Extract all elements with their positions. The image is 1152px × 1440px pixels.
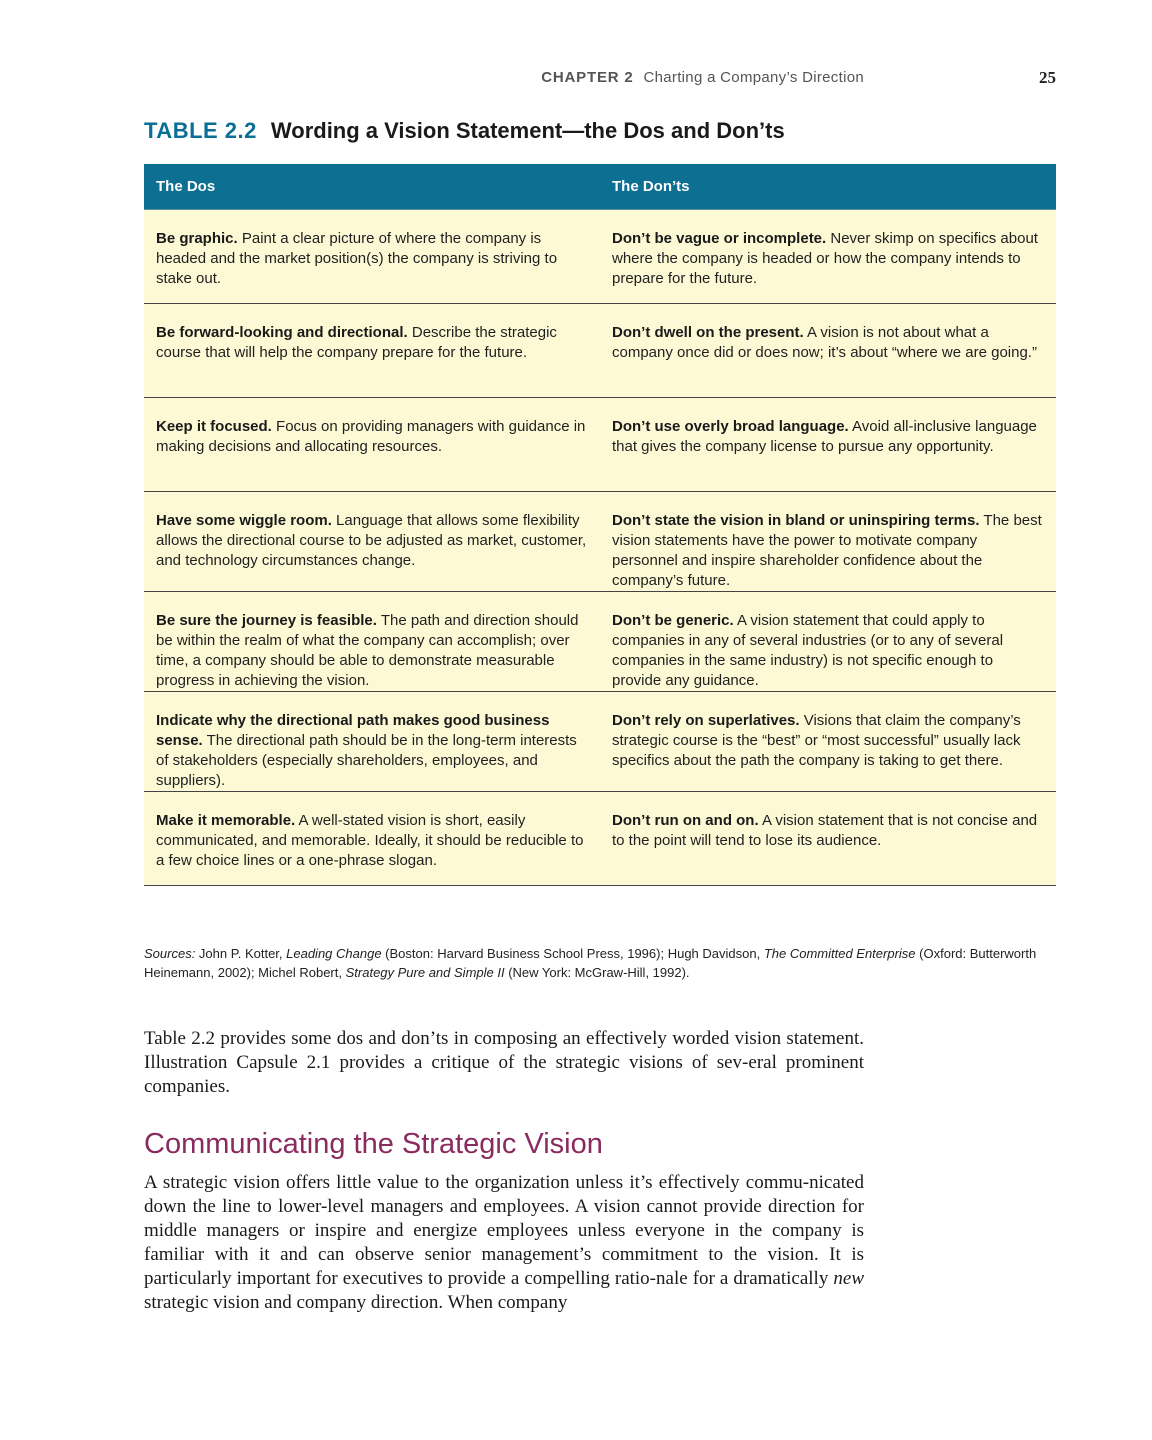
table-row: [144, 792, 1056, 886]
do-cell: [144, 592, 600, 692]
do-lead: Indicate why the directional path makes good business sense.: [156, 712, 550, 749]
table-sources-note: [144, 944, 1056, 982]
dont-lead: Don’t dwell on the present.: [612, 324, 804, 341]
paragraph-text: strategic vision and company direction. When company: [144, 1292, 568, 1313]
chapter-title: Charting a Company’s Direction: [643, 69, 864, 86]
dont-cell: [600, 792, 1056, 886]
running-head: [144, 68, 1056, 92]
table-title-text: Wording a Vision Statement—the Dos and Don’ts: [270, 118, 785, 143]
table-row: [144, 492, 1056, 592]
do-lead: Make it memorable.: [156, 812, 296, 829]
column-header-dos: The Dos: [144, 164, 600, 210]
table-label: TABLE 2.2: [144, 118, 257, 143]
dont-text: A vision is not about what a company once did or does now; it’s about “where we are going.”: [612, 324, 1037, 361]
sources-label: Sources:: [144, 946, 196, 961]
column-header-donts: The Don’ts: [600, 164, 1056, 210]
table-row: [144, 304, 1056, 398]
dont-cell: [600, 692, 1056, 792]
emphasis-text: new: [833, 1268, 864, 1289]
running-head-text: [541, 69, 864, 86]
table-header-row: [144, 164, 1056, 210]
do-cell: [144, 398, 600, 492]
dont-text: A vision statement that could apply to companies in any of several industries (or to any of several companies in the same industry) is not specific enough to provide any guidance.: [612, 612, 1004, 689]
do-text: The directional path should be in the long-term interests of stakeholders (especially shareholders, employees, and suppliers).: [156, 732, 577, 789]
do-lead: Be forward-looking and directional.: [156, 324, 408, 341]
body-paragraph: [144, 1171, 864, 1315]
paragraph-text: A strategic vision offers little value to the organization unless it’s effectively commu-nicated down the line to lower-level managers and employees. A vision cannot provide direction for middle managers or inspire and energize employees unless everyone in the company is familiar with it and can observe senior management’s commitment to the vision. It is particularly important for executives to provide a compelling ratio-nale for a dramatically: [144, 1172, 864, 1289]
sources-text: (Boston: Harvard Business School Press, 1996); Hugh Davidson,: [381, 946, 764, 961]
sources-text: John P. Kotter,: [195, 946, 287, 961]
dont-text: Avoid all-inclusive language that gives the company license to pursue any opportunity.: [612, 418, 1037, 455]
do-lead: Be graphic.: [156, 230, 238, 247]
do-text: A well-stated vision is short, easily communicated, and memorable. Ideally, it should be reducible to a few choice lines or a one-phrase slogan.: [156, 812, 584, 869]
dont-cell: [600, 592, 1056, 692]
dont-text: Never skimp on specifics about where the company is headed or how the company intends to prepare for the future.: [612, 230, 1038, 287]
dont-text: A vision statement that is not concise and to the point will tend to lose its audience.: [612, 812, 1038, 849]
do-text: The path and direction should be within the realm of what the company can accomplish; over time, a company should be able to demonstrate measurable progress in achieving the vision.: [156, 612, 579, 689]
chapter-label: CHAPTER 2: [541, 69, 634, 86]
table-row: [144, 398, 1056, 492]
do-cell: [144, 304, 600, 398]
do-lead: Have some wiggle room.: [156, 512, 332, 529]
do-cell: [144, 792, 600, 886]
book-title: The Committed Enterprise: [763, 946, 916, 961]
do-text: Focus on providing managers with guidance in making decisions and allocating resources.: [156, 418, 586, 455]
dont-lead: Don’t use overly broad language.: [612, 418, 849, 435]
dont-text: Visions that claim the company’s strategic course is the “best” or “most successful” usually lack specifics about the path the company is taking to get there.: [612, 712, 1021, 769]
dont-lead: Don’t rely on superlatives.: [612, 712, 800, 729]
book-title: Strategy Pure and Simple II: [345, 965, 505, 980]
sources-text: (Oxford: Butterworth Heinemann, 2002); Michel Robert,: [144, 946, 1037, 980]
dont-lead: Don’t be generic.: [612, 612, 734, 629]
dont-lead: Don’t run on and on.: [612, 812, 759, 829]
do-lead: Keep it focused.: [156, 418, 272, 435]
table-row: [144, 592, 1056, 692]
dont-lead: Don’t state the vision in bland or uninspiring terms.: [612, 512, 980, 529]
body-paragraph: Table 2.2 provides some dos and don’ts in composing an effectively worded vision statement. Illustration Capsule 2.1 provides a critique of the strategic visions of sev-eral prominent companies.: [144, 1028, 864, 1097]
do-cell: [144, 492, 600, 592]
dont-cell: [600, 210, 1056, 304]
do-text: Language that allows some flexibility allows the directional course to be adjusted as market, customer, and technology circumstances change.: [156, 512, 587, 569]
dont-cell: [600, 304, 1056, 398]
do-cell: [144, 210, 600, 304]
page-number: 25: [1039, 68, 1056, 87]
dont-cell: [600, 398, 1056, 492]
sources-text: (New York: McGraw-Hill, 1992).: [504, 965, 690, 980]
vision-dos-donts-table: [144, 164, 1056, 886]
dont-lead: Don’t be vague or incomplete.: [612, 230, 827, 247]
table-row: [144, 210, 1056, 304]
do-text: Paint a clear picture of where the company is headed and the market position(s) the company is striving to stake out.: [156, 230, 558, 287]
do-text: Describe the strategic course that will help the company prepare for the future.: [156, 324, 557, 361]
book-title: Leading Change: [286, 946, 382, 961]
dont-text: The best vision statements have the power to motivate company personnel and inspire shareholder confidence about the company’s future.: [612, 512, 1042, 589]
table-row: [144, 692, 1056, 792]
dont-cell: [600, 492, 1056, 592]
do-cell: [144, 692, 600, 792]
table-title: [144, 118, 1056, 144]
do-lead: Be sure the journey is feasible.: [156, 612, 377, 629]
section-heading: Communicating the Strategic Vision: [144, 1128, 603, 1160]
